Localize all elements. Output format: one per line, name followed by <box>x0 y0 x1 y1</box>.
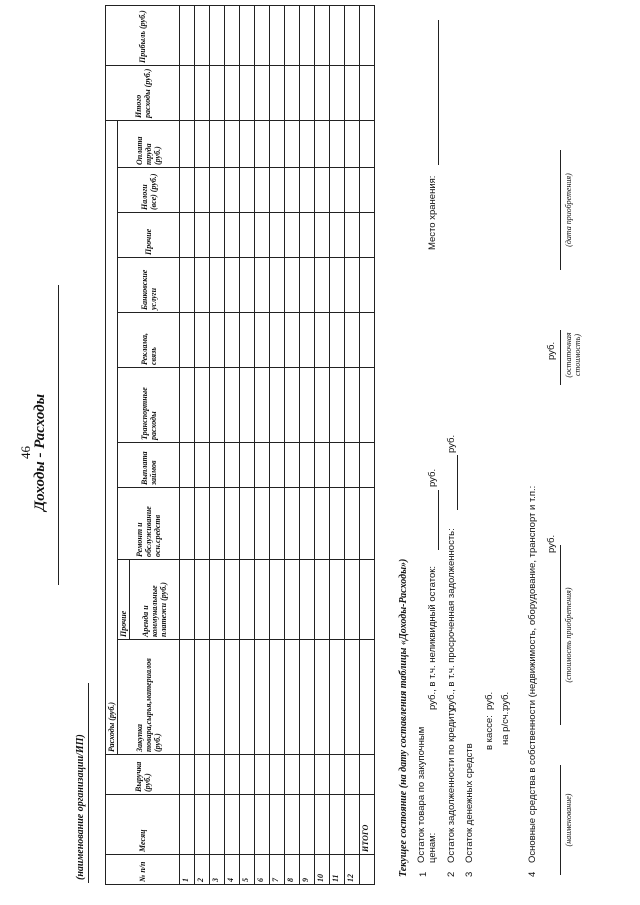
table-cell <box>330 120 345 167</box>
table-cell <box>360 313 375 368</box>
table-cell <box>360 755 375 795</box>
table-row <box>225 5 240 884</box>
table-cell <box>300 313 315 368</box>
table-cell <box>345 65 360 120</box>
table-cell <box>270 488 285 560</box>
table-cell <box>225 5 240 65</box>
table-cell <box>285 443 300 488</box>
table-cell <box>270 640 285 755</box>
table-cell <box>255 488 270 560</box>
table-cell <box>195 443 210 488</box>
table-cell <box>240 120 255 167</box>
table-cell <box>180 258 195 313</box>
table-cell <box>255 560 270 640</box>
table-cell <box>225 213 240 258</box>
table-cell <box>360 488 375 560</box>
table-cell <box>360 168 375 213</box>
table-cell <box>345 755 360 795</box>
item-number: 2 <box>446 871 457 877</box>
table-cell <box>270 755 285 795</box>
table-cell <box>285 640 300 755</box>
table-cell <box>300 368 315 443</box>
table-cell <box>315 258 330 313</box>
table-cell <box>210 258 225 313</box>
table-cell <box>180 65 195 120</box>
table-cell <box>225 488 240 560</box>
table-cell <box>210 168 225 213</box>
table-cell <box>210 755 225 795</box>
item-number: 4 <box>527 871 538 877</box>
table-row <box>210 5 225 884</box>
table-cell <box>285 120 300 167</box>
table-cell <box>285 65 300 120</box>
table-cell <box>300 443 315 488</box>
col-misc-header: Прочие <box>118 213 180 258</box>
table-cell <box>300 168 315 213</box>
row-number: 4 <box>225 855 240 885</box>
table-cell <box>315 5 330 65</box>
row-number: 5 <box>240 855 255 885</box>
table-cell <box>195 368 210 443</box>
table-cell <box>345 120 360 167</box>
table-cell <box>255 213 270 258</box>
table-cell <box>300 258 315 313</box>
table-cell <box>360 855 375 885</box>
table-row <box>345 5 360 884</box>
table-cell <box>240 258 255 313</box>
account-unit: руб. <box>500 691 511 710</box>
col-ads-header: Реклама, связь <box>118 313 180 368</box>
section-title: Текущее состояние (на дату составления таблицы «Доходы-Расходы») <box>398 558 409 877</box>
account-label: на р/сч.: <box>500 709 511 745</box>
table-cell <box>195 213 210 258</box>
asset-residual-unit: руб. <box>546 341 557 360</box>
table-cell <box>345 313 360 368</box>
col-bank-header: Банковские услуги <box>118 258 180 313</box>
table-cell <box>180 313 195 368</box>
table-cell <box>315 560 330 640</box>
table-cell <box>240 443 255 488</box>
table-cell <box>285 258 300 313</box>
table-cell <box>285 168 300 213</box>
table-cell <box>315 795 330 855</box>
asset-cost-unit: руб. <box>546 534 557 553</box>
row-number: 12 <box>345 855 360 885</box>
table-cell <box>195 640 210 755</box>
table-row <box>255 5 270 884</box>
item-number: 3 <box>464 871 475 877</box>
table-row <box>270 5 285 884</box>
table-cell <box>255 258 270 313</box>
row-number: 3 <box>210 855 225 885</box>
table-cell <box>300 755 315 795</box>
table-cell <box>285 795 300 855</box>
col-taxes-header: Налоги (все) (руб.) <box>118 168 180 213</box>
table-cell <box>225 65 240 120</box>
table-cell <box>270 795 285 855</box>
table-cell <box>180 488 195 560</box>
table-cell <box>330 368 345 443</box>
table-cell <box>210 488 225 560</box>
table-cell <box>315 168 330 213</box>
table-cell <box>210 120 225 167</box>
table-row <box>330 5 345 884</box>
table-cell <box>345 795 360 855</box>
table-cell <box>210 640 225 755</box>
table-cell <box>210 368 225 443</box>
asset-name-line <box>560 765 561 875</box>
page-number: 46 <box>18 446 33 459</box>
income-expense-table <box>105 5 375 885</box>
table-row <box>285 5 300 884</box>
table-cell <box>225 258 240 313</box>
table-cell <box>345 368 360 443</box>
item4-label: Основные средства в собственности (недвижимость, оборудование, транспорт и т.п.: <box>527 485 538 863</box>
row-number: 6 <box>255 855 270 885</box>
table-cell <box>270 560 285 640</box>
cash-label: в кассе: <box>484 715 495 750</box>
table-cell <box>360 213 375 258</box>
table-cell <box>285 488 300 560</box>
col-transport-header: Транспортные расходы <box>118 368 180 443</box>
table-cell <box>300 213 315 258</box>
table-cell <box>240 213 255 258</box>
table-row <box>195 5 210 884</box>
table-cell <box>180 755 195 795</box>
col-repair-header: Ремонт и обслуживание осн.средств <box>118 488 180 560</box>
table-cell <box>285 368 300 443</box>
table-cell <box>270 213 285 258</box>
caption-residual: (остаточная стоимость) <box>564 332 582 378</box>
caption-cost: (стоимость приобретения) <box>564 587 573 683</box>
table-cell <box>255 65 270 120</box>
table-cell <box>210 313 225 368</box>
table-cell <box>345 560 360 640</box>
table-cell <box>360 640 375 755</box>
table-cell <box>240 795 255 855</box>
table-cell <box>225 168 240 213</box>
table-cell <box>210 795 225 855</box>
caption-date: (дата приобретения) <box>564 173 573 247</box>
table-cell <box>180 5 195 65</box>
table-cell <box>195 755 210 795</box>
item3-label: Остаток денежных средств <box>464 743 475 863</box>
table-cell <box>225 120 240 167</box>
table-cell <box>360 65 375 120</box>
table-cell <box>240 168 255 213</box>
row-number: 1 <box>180 855 195 885</box>
table-cell <box>330 65 345 120</box>
table-cell <box>330 443 345 488</box>
table-cell <box>210 443 225 488</box>
table-cell <box>285 5 300 65</box>
table-cell <box>225 368 240 443</box>
item2-unit2: руб. <box>446 434 457 453</box>
table-cell <box>180 168 195 213</box>
table-cell <box>330 795 345 855</box>
table-cell <box>300 640 315 755</box>
table-cell <box>300 488 315 560</box>
table-cell <box>195 313 210 368</box>
table-cell <box>240 5 255 65</box>
table-cell <box>225 795 240 855</box>
table-cell <box>195 5 210 65</box>
table-cell <box>285 560 300 640</box>
col-rent-header: Аренда и коммунальные платежи (руб.) <box>130 560 180 640</box>
table-cell <box>210 5 225 65</box>
asset-residual-line <box>560 330 561 385</box>
table-cell <box>180 795 195 855</box>
table-cell <box>225 313 240 368</box>
table-cell <box>315 640 330 755</box>
table-cell <box>270 5 285 65</box>
storage-underline <box>438 20 439 165</box>
row-number: 2 <box>195 855 210 885</box>
table-cell <box>330 488 345 560</box>
table-cell <box>270 65 285 120</box>
row-number: 9 <box>300 855 315 885</box>
table-cell <box>330 213 345 258</box>
title-underline <box>58 285 59 585</box>
table-cell <box>210 560 225 640</box>
col-salary-header: Оплата труда (руб.) <box>118 120 180 167</box>
table-cell <box>210 213 225 258</box>
table-cell <box>195 560 210 640</box>
cash-unit: руб. <box>484 691 495 710</box>
item1-unit: руб., в т.ч. неликвидный остаток: <box>427 565 438 710</box>
table-cell <box>300 120 315 167</box>
total-row <box>360 5 375 884</box>
asset-cost-line <box>560 545 561 725</box>
table-cell <box>255 640 270 755</box>
table-cell <box>315 65 330 120</box>
table-cell <box>345 443 360 488</box>
table-cell <box>240 640 255 755</box>
table-cell <box>360 368 375 443</box>
table-cell <box>345 488 360 560</box>
table-cell <box>315 213 330 258</box>
table-cell <box>345 168 360 213</box>
table-cell <box>345 5 360 65</box>
table-cell <box>270 168 285 213</box>
table-cell <box>330 560 345 640</box>
table-cell <box>315 755 330 795</box>
caption-name: (наименование) <box>564 793 573 847</box>
org-underline <box>88 683 89 883</box>
col-number-header: № п/п <box>106 855 180 885</box>
table-cell <box>300 65 315 120</box>
table-cell <box>300 5 315 65</box>
table-cell <box>195 795 210 855</box>
table-cell <box>360 120 375 167</box>
table-cell <box>315 313 330 368</box>
table-cell <box>255 368 270 443</box>
table-cell <box>315 120 330 167</box>
table-cell <box>330 640 345 755</box>
col-total-expenses-header: Итого расходы (руб.) <box>106 65 180 120</box>
table-cell <box>195 488 210 560</box>
asset-date-line <box>560 150 561 270</box>
illiquid-underline <box>438 490 439 550</box>
table-cell <box>255 168 270 213</box>
item2-label: Остаток задолженности по кредиту: <box>446 704 457 863</box>
table-cell <box>255 795 270 855</box>
item1-unit2: руб. <box>427 468 438 487</box>
col-month-header: Месяц <box>106 795 180 855</box>
table-cell <box>240 368 255 443</box>
table-cell <box>285 755 300 795</box>
table-cell <box>255 313 270 368</box>
col-loans-header: Выплата займов <box>118 443 180 488</box>
table-cell <box>225 560 240 640</box>
table-cell <box>240 755 255 795</box>
table-cell <box>345 258 360 313</box>
expenses-group-header: Расходы (руб.) <box>106 120 118 754</box>
col-purchase-header: Закупка товара,сырья,материалов (руб.) <box>118 640 180 755</box>
other-group-header: Прочие <box>118 560 130 640</box>
table-cell <box>315 488 330 560</box>
table-cell <box>270 443 285 488</box>
table-cell <box>330 258 345 313</box>
table-cell <box>330 755 345 795</box>
col-revenue-header: Выручка (руб.) <box>106 755 180 795</box>
table-row <box>315 5 330 884</box>
row-number: 8 <box>285 855 300 885</box>
row-number: 10 <box>315 855 330 885</box>
row-number: 11 <box>330 855 345 885</box>
table-cell <box>225 443 240 488</box>
table-cell <box>240 560 255 640</box>
table-cell <box>255 755 270 795</box>
storage-label: Место хранения: <box>427 175 438 250</box>
table-cell <box>285 213 300 258</box>
table-cell <box>360 5 375 65</box>
overdue-underline <box>457 455 458 510</box>
table-row <box>240 5 255 884</box>
table-cell <box>180 560 195 640</box>
table-cell <box>210 65 225 120</box>
table-cell <box>195 65 210 120</box>
table-cell <box>360 443 375 488</box>
table-cell <box>270 258 285 313</box>
table-cell <box>270 368 285 443</box>
table-cell <box>270 313 285 368</box>
table-cell <box>195 120 210 167</box>
table-cell <box>180 640 195 755</box>
table-cell <box>270 120 285 167</box>
table-cell <box>330 313 345 368</box>
table-cell <box>300 795 315 855</box>
table-cell <box>225 755 240 795</box>
table-cell <box>255 120 270 167</box>
table-cell <box>360 560 375 640</box>
row-number: 7 <box>270 855 285 885</box>
item-number: 1 <box>418 871 429 877</box>
table-cell <box>180 368 195 443</box>
table-cell <box>330 168 345 213</box>
table-cell <box>255 5 270 65</box>
table-cell <box>255 443 270 488</box>
table-cell <box>345 640 360 755</box>
item1-label: Остаток товара по закупочным <box>416 726 427 863</box>
table-cell <box>315 443 330 488</box>
table-cell <box>180 443 195 488</box>
org-caption: (наименование организации/ИП) <box>75 734 86 880</box>
table-body <box>180 5 375 884</box>
total-label: ИТОГО <box>360 795 375 855</box>
table-cell <box>240 313 255 368</box>
page-title: Доходы - Расходы <box>32 393 48 512</box>
table-cell <box>330 5 345 65</box>
col-profit-header: Прибыль (руб.) <box>106 5 180 65</box>
table-cell <box>180 213 195 258</box>
table-row <box>300 5 315 884</box>
table-cell <box>195 168 210 213</box>
table-cell <box>240 65 255 120</box>
table-cell <box>315 368 330 443</box>
table-cell <box>225 640 240 755</box>
table-cell <box>345 213 360 258</box>
table-row <box>180 5 195 884</box>
item2-unit: руб., в т.ч. просроченная задолженность: <box>446 528 457 710</box>
table-cell <box>300 560 315 640</box>
item1-label-cont: ценам: <box>427 832 438 863</box>
table-cell <box>285 313 300 368</box>
table-cell <box>240 488 255 560</box>
table-cell <box>180 120 195 167</box>
table-cell <box>195 258 210 313</box>
table-cell <box>360 258 375 313</box>
